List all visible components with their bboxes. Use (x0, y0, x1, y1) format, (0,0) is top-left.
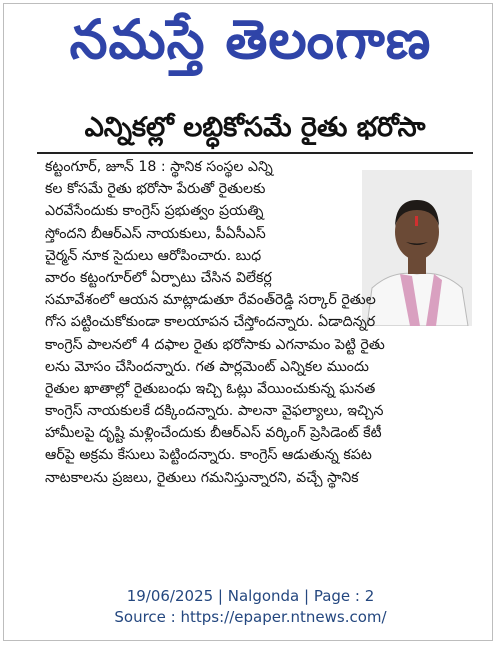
source-caption: Source : https://epaper.ntnews.com/ (114, 608, 387, 626)
article-line: వారం కట్టంగూర్‌లో ఏర్పాటు చేసిన విలేకర్ల (45, 269, 272, 286)
article-line: కాంగ్రెస్ నాయకులకే దక్కిందన్నారు. పాలనా వైఫల్యాలు, ఇచ్చిన (45, 403, 384, 420)
article-line: నాటకాలను ప్రజలు, రైతులు గమనిస్తున్నారని, వచ్చే స్థానిక (45, 469, 359, 486)
headline-rule (37, 152, 473, 154)
article-line: ఆర్‌పై అక్రమ కేసులు పెట్టిందన్నారు. కాంగ్రెస్ ఆడుతున్న కపట (45, 447, 372, 464)
article-line: చైర్మన్ నూక సైదులు ఆరోపించారు. బుధ (45, 247, 262, 264)
article-body (45, 156, 469, 489)
article-line: గోస పట్టించుకోకుండా కాలయాపన చేస్తోందన్నారు. ఏడాదిన్నర (45, 314, 376, 331)
newspaper-masthead: నమస్తే తెలంగాణ (69, 8, 432, 71)
article-line: హామీలపై దృష్టి మళ్లించేందుకు బీఆర్ఎస్ వర్కింగ్ ప్రెసిడెంట్ కేటీ (45, 425, 382, 442)
news-clipping (37, 90, 473, 570)
article-line: కల కోసమే రైతు భరోసా పేరుతో రైతులకు (45, 181, 266, 198)
article-line: సమావేశంలో ఆయన మాట్లాడుతూ రేవంత్‌రెడ్డి సర్కార్ రైతుల (45, 292, 376, 309)
article-headline: ఎన్నికల్లో లబ్ధికోసమే రైతు భరోసా (84, 112, 426, 143)
article-line: స్తోందని బీఆర్ఎస్ నాయకులు, పీఏసీఎస్ (45, 225, 266, 242)
article-line: రైతుల ఖాతాల్లో రైతుబంధు ఇచ్చి ఓట్లు వేయించుకున్న ఘనత (45, 380, 376, 397)
article-line: లను మోసం చేసిందన్నారు. గత పార్లమెంట్ ఎన్నికల ముందు (45, 358, 369, 375)
article-line: కాంగ్రెస్ పాలనలో 4 దఫాల రైతు భరోసాకు ఎగనామం పెట్టి రైతు (45, 336, 385, 353)
article-line: ఎరవేసేందుకు కాంగ్రెస్ ప్రభుత్వం ప్రయత్ని (45, 203, 264, 220)
date-edition-caption: 19/06/2025 | Nalgonda | Page : 2 (126, 587, 375, 605)
top-cut-fragment (37, 90, 473, 104)
article-line: కట్టంగూర్, జూన్ 18 : స్థానిక సంస్థల ఎన్ని (45, 159, 273, 175)
